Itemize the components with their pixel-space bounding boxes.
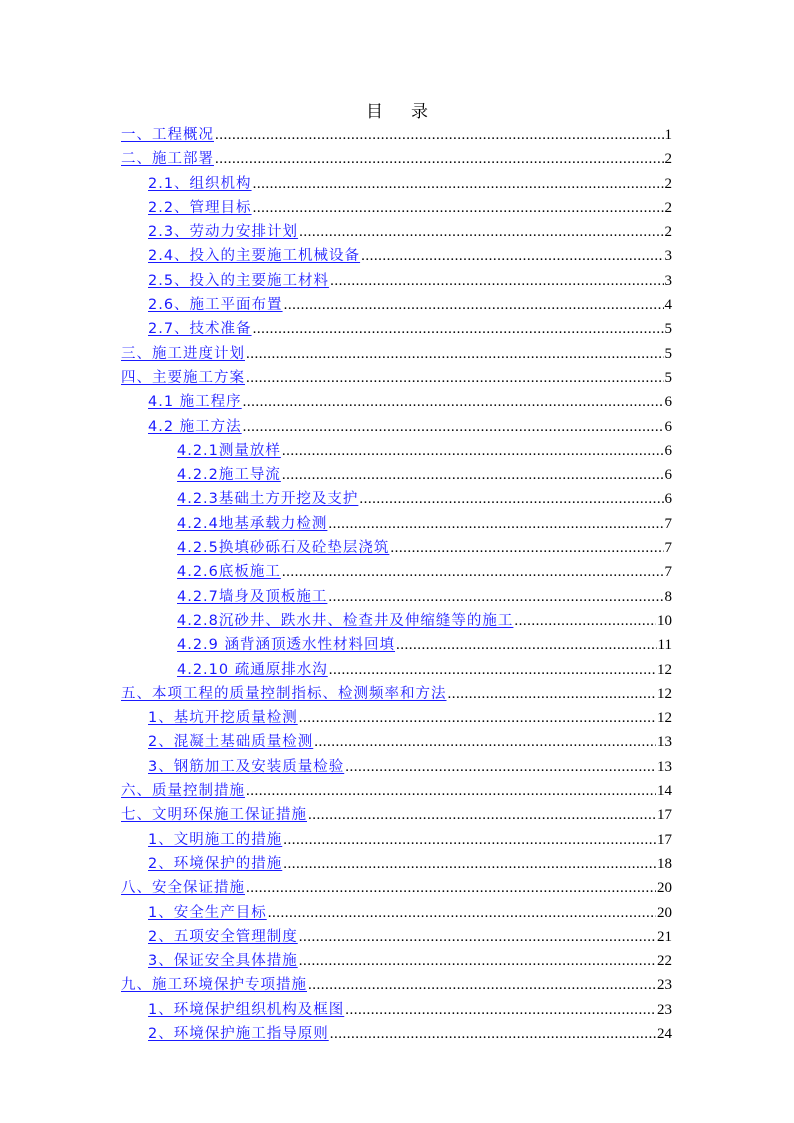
toc-entry[interactable] — [121, 730, 672, 754]
toc-leader-dots — [282, 439, 664, 463]
toc-page-number: 17 — [657, 831, 672, 848]
toc-page-number: 6 — [664, 418, 672, 435]
toc-entry[interactable] — [121, 123, 672, 147]
toc-page-number: 5 — [664, 369, 672, 386]
toc-page-number: 1 — [664, 127, 672, 143]
toc-leader-dots — [215, 123, 664, 147]
toc-page-number: 20 — [657, 880, 672, 897]
toc-leader-dots — [329, 658, 656, 682]
toc-entry[interactable] — [121, 317, 672, 341]
toc-entry[interactable] — [121, 342, 672, 366]
toc-leader-dots — [396, 633, 657, 657]
toc-leader-dots — [253, 317, 664, 341]
toc-entry-link[interactable]: 4.2.6底板施工 — [177, 564, 281, 581]
toc-entry[interactable] — [121, 463, 672, 487]
toc-leader-dots — [282, 560, 664, 584]
toc-leader-dots — [282, 463, 664, 487]
toc-page-number: 17 — [657, 807, 672, 824]
toc-entry[interactable] — [121, 366, 672, 390]
toc-title: 目录 — [366, 102, 456, 122]
toc-entry-link[interactable]: 4.2.8沉砂井、跌水井、检查井及伸缩缝等的施工 — [177, 612, 514, 629]
toc-leader-dots — [361, 244, 663, 268]
toc-page-number: 2 — [664, 199, 672, 216]
toc-page-number: 7 — [664, 540, 672, 557]
toc-page-number: 13 — [657, 734, 672, 751]
toc-leader-dots — [308, 973, 656, 997]
toc-leader-dots — [448, 682, 657, 706]
toc-entry[interactable] — [121, 415, 672, 439]
toc-entry-link[interactable]: 4.2.1测量放样 — [177, 442, 281, 459]
toc-leader-dots — [246, 366, 664, 390]
toc-entry-link[interactable]: 一、工程概况 — [121, 127, 214, 143]
toc-entry-link[interactable]: 2、环境保护施工指导原则 — [148, 1025, 329, 1042]
toc-entry-link[interactable]: 4.2.2施工导流 — [177, 467, 281, 484]
toc-leader-dots — [299, 220, 663, 244]
toc-page-number: 7 — [664, 515, 672, 532]
toc-leader-dots — [299, 949, 656, 973]
toc-entry-link[interactable]: 4.2.7墙身及顶板施工 — [177, 588, 328, 605]
toc-entry-link[interactable]: 4.2.10 疏通原排水沟 — [177, 661, 328, 678]
toc-page-number: 12 — [657, 661, 672, 678]
toc-leader-dots — [299, 925, 656, 949]
toc-entry[interactable] — [121, 172, 672, 196]
toc-entry[interactable] — [121, 560, 672, 584]
toc-page-number: 7 — [664, 564, 672, 581]
toc-entry-link[interactable]: 4.2.4地基承载力检测 — [177, 515, 328, 532]
toc-leader-dots — [246, 779, 656, 803]
toc-page-number: 10 — [657, 612, 672, 629]
toc-leader-dots — [345, 755, 656, 779]
toc-page-number: 5 — [664, 345, 672, 362]
toc-entry[interactable] — [121, 658, 672, 682]
toc-leader-dots — [268, 901, 656, 925]
toc-entry[interactable] — [121, 682, 672, 706]
toc-leader-dots — [328, 585, 663, 609]
toc-entry[interactable] — [121, 439, 672, 463]
toc-page-number: 8 — [664, 588, 672, 605]
toc-entry[interactable] — [121, 196, 672, 220]
toc-entry-link[interactable]: 二、施工部署 — [121, 151, 214, 168]
toc-page-number: 3 — [664, 272, 672, 289]
toc-entry[interactable] — [121, 633, 672, 657]
toc-entry-link[interactable]: 八、安全保证措施 — [121, 880, 245, 897]
toc-entry[interactable] — [121, 706, 672, 730]
toc-page-number: 2 — [664, 175, 672, 192]
toc-leader-dots — [253, 196, 664, 220]
toc-leader-dots — [299, 706, 656, 730]
toc-entry[interactable] — [121, 803, 672, 827]
toc-entry[interactable] — [121, 487, 672, 511]
toc-page-number: 13 — [657, 758, 672, 775]
toc-entry-link[interactable]: 2.5、投入的主要施工材料 — [148, 272, 330, 289]
toc-leader-dots — [283, 852, 656, 876]
toc-page-number: 20 — [657, 904, 672, 921]
toc-entry[interactable] — [121, 585, 672, 609]
toc-page-number: 23 — [657, 1001, 672, 1018]
toc-leader-dots — [345, 998, 656, 1022]
toc-entry-link[interactable]: 九、施工环境保护专项措施 — [121, 977, 307, 994]
toc-leader-dots — [243, 390, 664, 414]
toc-page-number: 3 — [664, 248, 672, 265]
toc-entry[interactable] — [121, 779, 672, 803]
toc-leader-dots — [328, 512, 663, 536]
toc-page-number: 11 — [657, 637, 672, 654]
toc-entry[interactable] — [121, 536, 672, 560]
toc-entry[interactable] — [121, 852, 672, 876]
toc-entry[interactable] — [121, 147, 672, 171]
toc-entry-link[interactable]: 4.2 施工方法 — [148, 418, 242, 435]
toc-page-number: 12 — [657, 685, 672, 702]
toc-entry-link[interactable]: 1、环境保护组织机构及框图 — [148, 1001, 345, 1018]
toc-page-number: 6 — [664, 491, 672, 508]
table-of-contents — [121, 123, 672, 1046]
toc-entry-link[interactable]: 1、基坑开挖质量检测 — [148, 710, 298, 727]
toc-entry-link[interactable]: 2.1、组织机构 — [148, 175, 252, 192]
toc-page-number: 22 — [657, 953, 672, 970]
toc-leader-dots — [243, 415, 664, 439]
toc-page-number: 12 — [657, 710, 672, 727]
toc-entry-link[interactable]: 四、主要施工方案 — [121, 369, 245, 386]
toc-page-number: 6 — [664, 442, 672, 459]
toc-entry-link[interactable]: 4.2.9 涵背涵顶透水性材料回填 — [177, 637, 396, 654]
toc-leader-dots — [215, 147, 664, 171]
toc-page-number: 5 — [664, 321, 672, 338]
toc-entry[interactable] — [121, 293, 672, 317]
toc-leader-dots — [246, 342, 664, 366]
toc-entry[interactable] — [121, 998, 672, 1022]
toc-entry-link[interactable]: 2.7、技术准备 — [148, 321, 252, 338]
toc-entry[interactable] — [121, 609, 672, 633]
toc-page-number: 18 — [657, 855, 672, 872]
toc-leader-dots — [330, 1022, 656, 1046]
toc-entry[interactable] — [121, 973, 672, 997]
toc-entry[interactable] — [121, 876, 672, 900]
toc-entry-link[interactable]: 2.2、管理目标 — [148, 199, 252, 216]
toc-leader-dots — [514, 609, 656, 633]
toc-entry[interactable] — [121, 755, 672, 779]
toc-entry[interactable] — [121, 901, 672, 925]
toc-entry[interactable] — [121, 925, 672, 949]
toc-entry-link[interactable]: 4.2.5换填砂砾石及砼垫层浇筑 — [177, 540, 390, 557]
toc-entry-link[interactable]: 2.6、施工平面布置 — [148, 297, 283, 314]
toc-entry[interactable] — [121, 244, 672, 268]
toc-entry[interactable] — [121, 390, 672, 414]
toc-entry-link[interactable]: 七、文明环保施工保证措施 — [121, 807, 307, 824]
toc-page-number: 14 — [657, 783, 672, 800]
toc-entry-link[interactable]: 2、环境保护的措施 — [148, 855, 283, 872]
toc-leader-dots — [330, 269, 663, 293]
toc-entry-link[interactable]: 2.3、劳动力安排计划 — [148, 224, 299, 241]
toc-entry-link[interactable]: 三、施工进度计划 — [121, 345, 245, 362]
toc-entry-link[interactable]: 六、质量控制措施 — [121, 783, 245, 800]
toc-page-number: 23 — [657, 977, 672, 994]
toc-entry-link[interactable]: 1、文明施工的措施 — [148, 831, 283, 848]
toc-leader-dots — [246, 876, 656, 900]
toc-leader-dots — [359, 487, 663, 511]
toc-entry-link[interactable]: 五、本项工程的质量控制指标、检测频率和方法 — [121, 685, 447, 702]
toc-entry-link[interactable]: 4.1 施工程序 — [148, 394, 242, 411]
toc-page-number: 2 — [664, 224, 672, 241]
toc-entry-link[interactable]: 2、五项安全管理制度 — [148, 928, 298, 945]
toc-entry[interactable] — [121, 949, 672, 973]
toc-entry-link[interactable]: 1、安全生产目标 — [148, 904, 267, 921]
toc-leader-dots — [284, 293, 664, 317]
toc-entry[interactable] — [121, 269, 672, 293]
toc-page-number: 6 — [664, 394, 672, 411]
toc-leader-dots — [283, 828, 656, 852]
toc-entry-link[interactable]: 2、混凝土基础质量检测 — [148, 734, 314, 751]
toc-page-number: 21 — [657, 928, 672, 945]
toc-page-number: 4 — [664, 297, 672, 314]
toc-entry-link[interactable]: 3、钢筋加工及安装质量检验 — [148, 758, 345, 775]
toc-entry-link[interactable]: 3、保证安全具体措施 — [148, 953, 298, 970]
toc-page-number: 6 — [664, 467, 672, 484]
toc-entry-link[interactable]: 2.4、投入的主要施工机械设备 — [148, 248, 361, 265]
toc-entry-link[interactable]: 4.2.3基础土方开挖及支护 — [177, 491, 359, 508]
toc-leader-dots — [308, 803, 656, 827]
toc-entry[interactable] — [121, 512, 672, 536]
toc-entry[interactable] — [121, 220, 672, 244]
toc-page-number: 24 — [657, 1025, 672, 1042]
toc-page-number: 2 — [664, 151, 672, 168]
toc-leader-dots — [390, 536, 663, 560]
toc-leader-dots — [314, 730, 656, 754]
toc-entry[interactable] — [121, 828, 672, 852]
toc-leader-dots — [253, 172, 664, 196]
toc-entry[interactable] — [121, 1022, 672, 1046]
